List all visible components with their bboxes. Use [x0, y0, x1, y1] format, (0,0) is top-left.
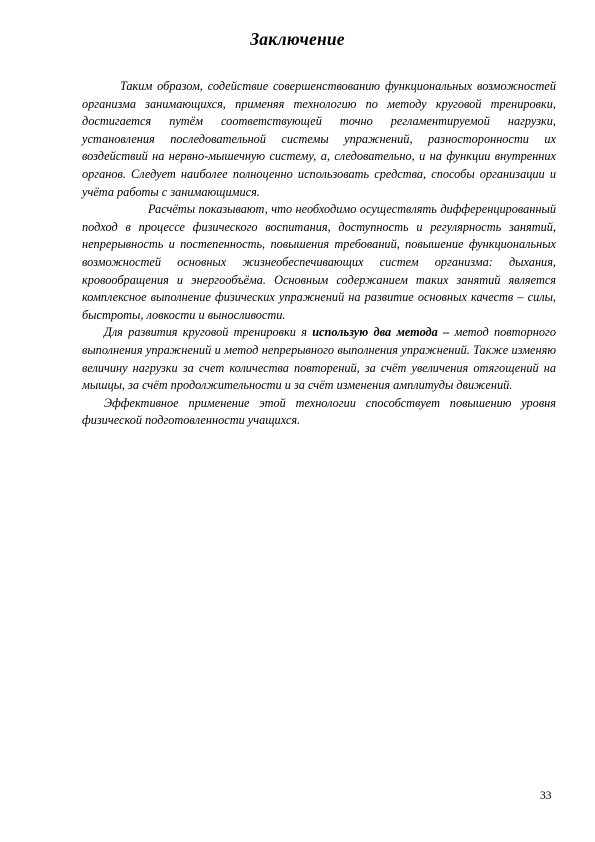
paragraph-3-rest: метод повторного выполнения упражнений и метод непрерывного выполнения упражнений. Также изменяю величину нагрузки за счет количества повторений, за счёт увеличения отягощений на мышцы, за счёт продолжительности и за счёт изменения амплитуды движений. — [82, 325, 556, 393]
paragraph-2: Расчёты показывают, что необходимо осуществлять дифференцированный подход в процессе физического воспитания, доступность и регулярность занятий, непрерывность и постепенность, повышения требований, повышение функциональных возможностей основных жизнеобеспечивающих систем организма: дыхания, кровообращения и энергообъёма. Основным содержанием таких занятий является комплексное выполнение физических упражнений на развитие основных качеств – силы, быстроты, ловкости и выносливости. — [82, 202, 556, 322]
page-number: 33 — [540, 790, 552, 802]
page-title: Заключение — [250, 29, 345, 49]
paragraph-3 — [82, 324, 556, 394]
paragraph-3-lead: Для развития круговой тренировки я — [104, 325, 313, 340]
paragraph-4: Эффективное применение этой технологии способствует повышению уровня физической подготовленности учащихся. — [82, 395, 556, 428]
paragraph-3-emphasis: использую два метода – — [312, 325, 450, 340]
paragraph-1: Таким образом, содействие совершенствованию функциональных возможностей организма занимающихся, применяя технологию по методу круговой тренировки, достигается путём соответствующей точно регламентируемой нагрузки, установления последовательной системы упражнений, разносторонности их воздействий на нервно-мышечную систему, а, следовательно, и на функции внутренних органов. Следует наиболее полноценно использовать средства, способы организации и учёта работы с занимающимися. — [82, 79, 556, 199]
conclusion-body — [82, 78, 556, 430]
